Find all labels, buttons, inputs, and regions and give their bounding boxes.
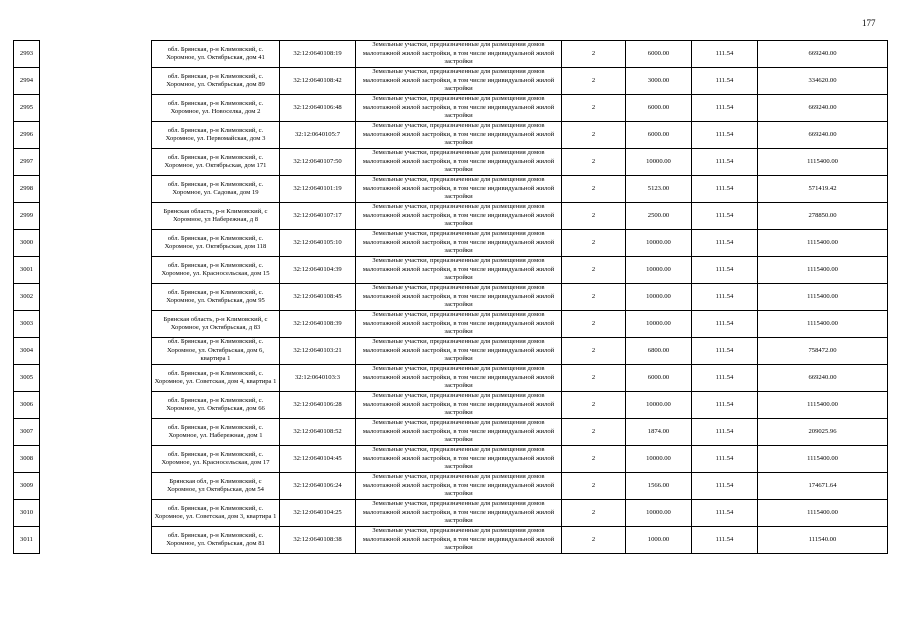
- rate-cell: 111.54: [692, 149, 758, 176]
- group-cell: 2: [562, 68, 626, 95]
- area-cell: 3000.00: [626, 68, 692, 95]
- spacer-cell: [40, 122, 152, 149]
- rate-cell: 111.54: [692, 203, 758, 230]
- address-cell: Брянская область, р-н Климовский, с Хоромное, ул Октябрьская, д 83: [152, 311, 280, 338]
- row-number-cell: 2994: [14, 68, 40, 95]
- area-cell: 10000.00: [626, 284, 692, 311]
- cadastral-number-cell: 32:12:0640107:50: [280, 149, 356, 176]
- cadastral-number-cell: 32:12:0640108:45: [280, 284, 356, 311]
- table-row: [14, 41, 888, 68]
- table-row: [14, 419, 888, 446]
- table-row: [14, 68, 888, 95]
- cadastral-value-cell: 1115400.00: [758, 257, 888, 284]
- group-cell: 2: [562, 527, 626, 554]
- group-cell: 2: [562, 203, 626, 230]
- address-cell: Брянская обл, р-н Климовский, с Хоромное, ул Октябрьская, дом 54: [152, 473, 280, 500]
- address-cell: обл. Брянская, р-н Климовский, с. Хоромное, ул. Октябрьская, дом 118: [152, 230, 280, 257]
- table-row: [14, 527, 888, 554]
- row-number-cell: 3001: [14, 257, 40, 284]
- area-cell: 10000.00: [626, 392, 692, 419]
- cadastral-value-cell: 1115400.00: [758, 311, 888, 338]
- cadastral-value-cell: 334620.00: [758, 68, 888, 95]
- spacer-cell: [40, 500, 152, 527]
- address-cell: обл. Брянская, р-н Климовский, с. Хоромное, ул. Набережная, дом 1: [152, 419, 280, 446]
- rate-cell: 111.54: [692, 527, 758, 554]
- spacer-cell: [40, 311, 152, 338]
- area-cell: 6800.00: [626, 338, 692, 365]
- group-cell: 2: [562, 419, 626, 446]
- address-cell: обл. Брянская, р-н Климовский, с. Хоромное, ул. Красносельская, дом 15: [152, 257, 280, 284]
- cadastral-value-cell: 1115400.00: [758, 446, 888, 473]
- rate-cell: 111.54: [692, 176, 758, 203]
- rate-cell: 111.54: [692, 41, 758, 68]
- spacer-cell: [40, 392, 152, 419]
- table-row: [14, 203, 888, 230]
- spacer-cell: [40, 230, 152, 257]
- group-cell: 2: [562, 500, 626, 527]
- land-purpose-cell: Земельные участки, предназначенные для размещения домов малоэтажной жилой застройки, в том числе индивидуальной жилой застройки: [356, 284, 562, 311]
- land-purpose-cell: Земельные участки, предназначенные для размещения домов малоэтажной жилой застройки, в том числе индивидуальной жилой застройки: [356, 41, 562, 68]
- group-cell: 2: [562, 122, 626, 149]
- page-number: 177: [862, 18, 876, 28]
- area-cell: 10000.00: [626, 446, 692, 473]
- rate-cell: 111.54: [692, 419, 758, 446]
- land-purpose-cell: Земельные участки, предназначенные для размещения домов малоэтажной жилой застройки, в том числе индивидуальной жилой застройки: [356, 230, 562, 257]
- row-number-cell: 3002: [14, 284, 40, 311]
- land-purpose-cell: Земельные участки, предназначенные для размещения домов малоэтажной жилой застройки, в том числе индивидуальной жилой застройки: [356, 68, 562, 95]
- spacer-cell: [40, 419, 152, 446]
- row-number-cell: 3007: [14, 419, 40, 446]
- group-cell: 2: [562, 257, 626, 284]
- address-cell: обл. Брянская, р-н Климовский, с. Хоромное, ул. Октябрьская, дом 66: [152, 392, 280, 419]
- cadastral-number-cell: 32:12:0640105:7: [280, 122, 356, 149]
- cadastral-number-cell: 32:12:0640103:3: [280, 365, 356, 392]
- cadastral-number-cell: 32:12:0640108:38: [280, 527, 356, 554]
- land-purpose-cell: Земельные участки, предназначенные для размещения домов малоэтажной жилой застройки, в том числе индивидуальной жилой застройки: [356, 473, 562, 500]
- table-row: [14, 257, 888, 284]
- table-row: [14, 284, 888, 311]
- row-number-cell: 2998: [14, 176, 40, 203]
- cadastral-number-cell: 32:12:0640104:39: [280, 257, 356, 284]
- group-cell: 2: [562, 284, 626, 311]
- spacer-cell: [40, 68, 152, 95]
- cadastral-value-cell: 111540.00: [758, 527, 888, 554]
- row-number-cell: 3011: [14, 527, 40, 554]
- rate-cell: 111.54: [692, 365, 758, 392]
- group-cell: 2: [562, 41, 626, 68]
- spacer-cell: [40, 473, 152, 500]
- area-cell: 6000.00: [626, 41, 692, 68]
- rate-cell: 111.54: [692, 95, 758, 122]
- group-cell: 2: [562, 95, 626, 122]
- area-cell: 10000.00: [626, 149, 692, 176]
- cadastral-number-cell: 32:12:0640106:48: [280, 95, 356, 122]
- area-cell: 2500.00: [626, 203, 692, 230]
- table-row: [14, 176, 888, 203]
- group-cell: 2: [562, 176, 626, 203]
- row-number-cell: 2997: [14, 149, 40, 176]
- area-cell: 10000.00: [626, 500, 692, 527]
- table-row: [14, 149, 888, 176]
- land-purpose-cell: Земельные участки, предназначенные для размещения домов малоэтажной жилой застройки, в том числе индивидуальной жилой застройки: [356, 257, 562, 284]
- address-cell: обл. Брянская, р-н Климовский, с. Хоромное, ул. Октябрьская, дом 41: [152, 41, 280, 68]
- group-cell: 2: [562, 311, 626, 338]
- group-cell: 2: [562, 392, 626, 419]
- cadastral-value-cell: 669240.00: [758, 95, 888, 122]
- land-purpose-cell: Земельные участки, предназначенные для размещения домов малоэтажной жилой застройки, в том числе индивидуальной жилой застройки: [356, 176, 562, 203]
- address-cell: обл. Брянская, р-н Климовский, с. Хоромное, ул. Советская, дом 4, квартира 1: [152, 365, 280, 392]
- rate-cell: 111.54: [692, 122, 758, 149]
- row-number-cell: 3003: [14, 311, 40, 338]
- cadastral-number-cell: 32:12:0640101:19: [280, 176, 356, 203]
- cadastral-number-cell: 32:12:0640108:39: [280, 311, 356, 338]
- address-cell: обл. Брянская, р-н Климовский, с. Хоромное, ул. Советская, дом 3, квартира 1: [152, 500, 280, 527]
- rate-cell: 111.54: [692, 257, 758, 284]
- rate-cell: 111.54: [692, 446, 758, 473]
- cadastral-value-cell: 758472.00: [758, 338, 888, 365]
- area-cell: 6000.00: [626, 122, 692, 149]
- cadastral-value-cell: 669240.00: [758, 122, 888, 149]
- cadastral-number-cell: 32:12:0640106:28: [280, 392, 356, 419]
- group-cell: 2: [562, 338, 626, 365]
- cadastral-number-cell: 32:12:0640106:24: [280, 473, 356, 500]
- table-row: [14, 338, 888, 365]
- spacer-cell: [40, 284, 152, 311]
- cadastral-value-cell: 209025.96: [758, 419, 888, 446]
- address-cell: обл. Брянская, р-н Климовский, с. Хоромное, ул. Октябрьская, дом 81: [152, 527, 280, 554]
- rate-cell: 111.54: [692, 230, 758, 257]
- cadastral-number-cell: 32:12:0640108:19: [280, 41, 356, 68]
- cadastral-value-cell: 174671.64: [758, 473, 888, 500]
- table-row: [14, 311, 888, 338]
- cadastral-value-cell: 669240.00: [758, 365, 888, 392]
- spacer-cell: [40, 257, 152, 284]
- land-purpose-cell: Земельные участки, предназначенные для размещения домов малоэтажной жилой застройки, в том числе индивидуальной жилой застройки: [356, 392, 562, 419]
- land-purpose-cell: Земельные участки, предназначенные для размещения домов малоэтажной жилой застройки, в том числе индивидуальной жилой застройки: [356, 338, 562, 365]
- table-row: [14, 365, 888, 392]
- land-purpose-cell: Земельные участки, предназначенные для размещения домов малоэтажной жилой застройки, в том числе индивидуальной жилой застройки: [356, 446, 562, 473]
- area-cell: 1566.00: [626, 473, 692, 500]
- table-row: [14, 500, 888, 527]
- table-body: [14, 41, 888, 554]
- cadastral-value-cell: 278850.00: [758, 203, 888, 230]
- cadastral-number-cell: 32:12:0640108:42: [280, 68, 356, 95]
- area-cell: 6000.00: [626, 95, 692, 122]
- land-purpose-cell: Земельные участки, предназначенные для размещения домов малоэтажной жилой застройки, в том числе индивидуальной жилой застройки: [356, 527, 562, 554]
- address-cell: обл. Брянская, р-н Климовский, с. Хоромное, ул. Красносельская, дом 17: [152, 446, 280, 473]
- rate-cell: 111.54: [692, 392, 758, 419]
- table-row: [14, 392, 888, 419]
- land-purpose-cell: Земельные участки, предназначенные для размещения домов малоэтажной жилой застройки, в том числе индивидуальной жилой застройки: [356, 311, 562, 338]
- area-cell: 5123.00: [626, 176, 692, 203]
- spacer-cell: [40, 41, 152, 68]
- group-cell: 2: [562, 149, 626, 176]
- table-row: [14, 122, 888, 149]
- land-registry-table: [13, 40, 888, 554]
- address-cell: обл. Брянская, р-н Климовский, с. Хоромное, ул. Садовая, дом 19: [152, 176, 280, 203]
- cadastral-number-cell: 32:12:0640104:45: [280, 446, 356, 473]
- group-cell: 2: [562, 365, 626, 392]
- row-number-cell: 2995: [14, 95, 40, 122]
- rate-cell: 111.54: [692, 500, 758, 527]
- address-cell: обл. Брянская, р-н Климовский, с. Хоромное, ул. Октябрьская, дом 6, квартира 1: [152, 338, 280, 365]
- area-cell: 1000.00: [626, 527, 692, 554]
- group-cell: 2: [562, 446, 626, 473]
- area-cell: 10000.00: [626, 311, 692, 338]
- cadastral-value-cell: 1115400.00: [758, 149, 888, 176]
- land-purpose-cell: Земельные участки, предназначенные для размещения домов малоэтажной жилой застройки, в том числе индивидуальной жилой застройки: [356, 122, 562, 149]
- cadastral-value-cell: 1115400.00: [758, 284, 888, 311]
- cadastral-value-cell: 669240.00: [758, 41, 888, 68]
- row-number-cell: 2993: [14, 41, 40, 68]
- rate-cell: 111.54: [692, 68, 758, 95]
- address-cell: обл. Брянская, р-н Климовский, с. Хоромное, ул. Октябрьская, дом 95: [152, 284, 280, 311]
- spacer-cell: [40, 176, 152, 203]
- table-row: [14, 230, 888, 257]
- land-purpose-cell: Земельные участки, предназначенные для размещения домов малоэтажной жилой застройки, в том числе индивидуальной жилой застройки: [356, 419, 562, 446]
- rate-cell: 111.54: [692, 284, 758, 311]
- spacer-cell: [40, 203, 152, 230]
- cadastral-number-cell: 32:12:0640108:52: [280, 419, 356, 446]
- row-number-cell: 3006: [14, 392, 40, 419]
- spacer-cell: [40, 149, 152, 176]
- area-cell: 6000.00: [626, 365, 692, 392]
- rate-cell: 111.54: [692, 473, 758, 500]
- table-row: [14, 95, 888, 122]
- spacer-cell: [40, 365, 152, 392]
- area-cell: 1874.00: [626, 419, 692, 446]
- rate-cell: 111.54: [692, 338, 758, 365]
- table-row: [14, 473, 888, 500]
- area-cell: 10000.00: [626, 230, 692, 257]
- row-number-cell: 3008: [14, 446, 40, 473]
- row-number-cell: 2999: [14, 203, 40, 230]
- address-cell: обл. Брянская, р-н Климовский, с. Хоромное, ул. Первомайская, дом 3: [152, 122, 280, 149]
- cadastral-number-cell: 32:12:0640103:21: [280, 338, 356, 365]
- cadastral-number-cell: 32:12:0640104:25: [280, 500, 356, 527]
- address-cell: Брянская область, р-н Климовский, с Хоромное, ул Набережная, д 8: [152, 203, 280, 230]
- cadastral-value-cell: 1115400.00: [758, 392, 888, 419]
- cadastral-number-cell: 32:12:0640105:10: [280, 230, 356, 257]
- address-cell: обл. Брянская, р-н Климовский, с. Хоромное, ул. Октябрьская, дом 171: [152, 149, 280, 176]
- land-purpose-cell: Земельные участки, предназначенные для размещения домов малоэтажной жилой застройки, в том числе индивидуальной жилой застройки: [356, 95, 562, 122]
- row-number-cell: 3004: [14, 338, 40, 365]
- spacer-cell: [40, 527, 152, 554]
- row-number-cell: 3009: [14, 473, 40, 500]
- table-row: [14, 446, 888, 473]
- row-number-cell: 2996: [14, 122, 40, 149]
- rate-cell: 111.54: [692, 311, 758, 338]
- cadastral-value-cell: 1115400.00: [758, 230, 888, 257]
- land-purpose-cell: Земельные участки, предназначенные для размещения домов малоэтажной жилой застройки, в том числе индивидуальной жилой застройки: [356, 500, 562, 527]
- cadastral-value-cell: 571419.42: [758, 176, 888, 203]
- spacer-cell: [40, 446, 152, 473]
- address-cell: обл. Брянская, р-н Климовский, с. Хоромное, ул. Новоселка, дом 2: [152, 95, 280, 122]
- cadastral-value-cell: 1115400.00: [758, 500, 888, 527]
- row-number-cell: 3000: [14, 230, 40, 257]
- land-purpose-cell: Земельные участки, предназначенные для размещения домов малоэтажной жилой застройки, в том числе индивидуальной жилой застройки: [356, 203, 562, 230]
- group-cell: 2: [562, 473, 626, 500]
- spacer-cell: [40, 338, 152, 365]
- address-cell: обл. Брянская, р-н Климовский, с. Хоромное, ул. Октябрьская, дом 89: [152, 68, 280, 95]
- cadastral-number-cell: 32:12:0640107:17: [280, 203, 356, 230]
- land-purpose-cell: Земельные участки, предназначенные для размещения домов малоэтажной жилой застройки, в том числе индивидуальной жилой застройки: [356, 365, 562, 392]
- group-cell: 2: [562, 230, 626, 257]
- row-number-cell: 3005: [14, 365, 40, 392]
- land-purpose-cell: Земельные участки, предназначенные для размещения домов малоэтажной жилой застройки, в том числе индивидуальной жилой застройки: [356, 149, 562, 176]
- row-number-cell: 3010: [14, 500, 40, 527]
- spacer-cell: [40, 95, 152, 122]
- area-cell: 10000.00: [626, 257, 692, 284]
